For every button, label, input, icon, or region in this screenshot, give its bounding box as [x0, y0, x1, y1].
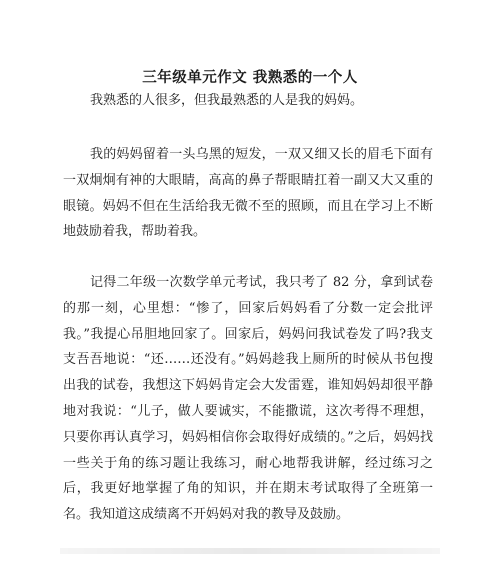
- paragraph-3: 记得二年级一次数学单元考试，我只考了 82 分，拿到试卷的那一刻，心里想：“惨了，回家后妈妈看了分数一定会批评我。”我提心吊胆地回家了。回家后，妈妈问我试卷发了吗?我支支吾吾地说：“还……还没有。”妈妈趁我上厕所的时候从书包搜出我的试卷，我想这下妈妈肯定会大发雷霆，谁知妈妈却很平静地对我说：“儿子，做人要诚实，不能撒谎，这次考得不理想，只要你再认真学习，妈妈相信你会取得好成绩的。”之后，妈妈找一些关于角的练习题让我练习，耐心地帮我讲解，经过练习之后，我更好地掌握了角的知识，并在期末考试取得了全班第一名。我知道这成绩离不开妈妈对我的教导及鼓励。: [63, 275, 433, 523]
- paragraph-2: 我的妈妈留着一头乌黑的短发，一双又细又长的眉毛下面有一双炯炯有神的大眼睛，高高的鼻子帮眼睛扛着一副又大又重的眼镜。妈妈不但在生活给我无微不至的照顾，而且在学习上不断地鼓励着我，帮助着我。: [63, 147, 433, 240]
- faded-bottom-text-strip: [60, 548, 440, 554]
- paragraph-1: 我熟悉的人很多，但我最熟悉的人是我的妈妈。: [90, 93, 364, 108]
- document-title: 三年级单元作文 我熟悉的一个人: [142, 69, 358, 86]
